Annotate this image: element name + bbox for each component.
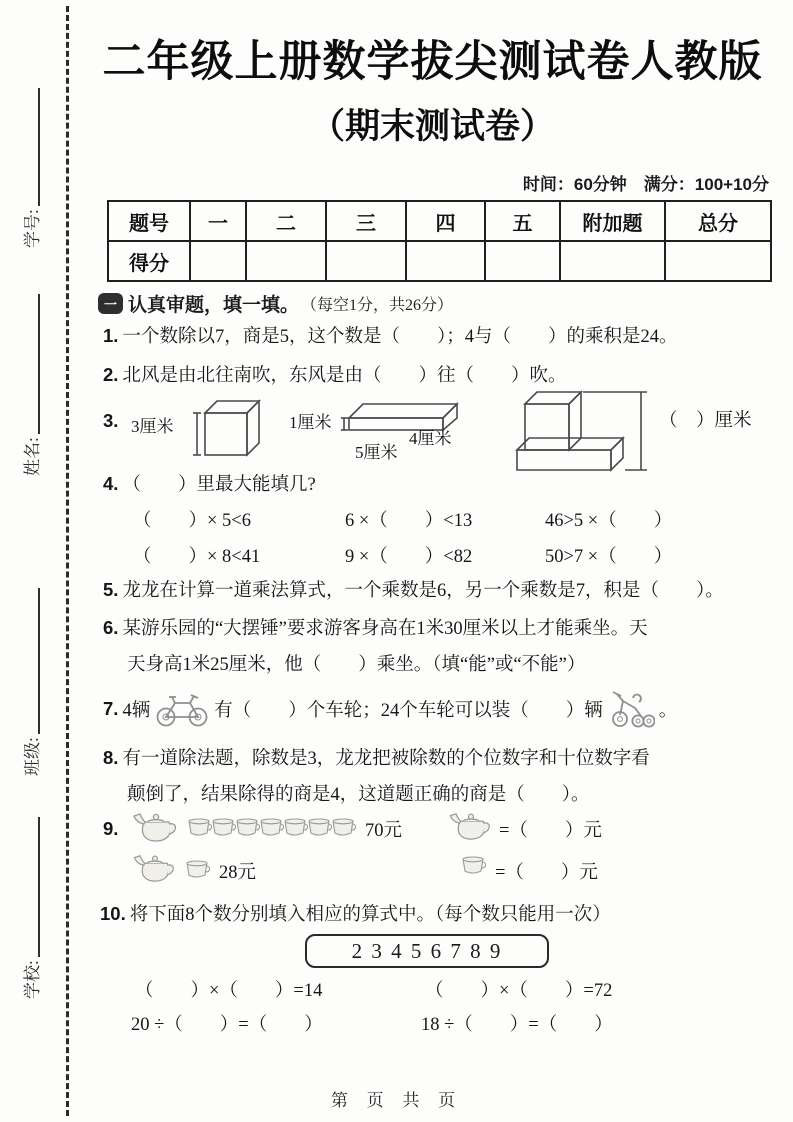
class-label: 班级:	[23, 737, 42, 776]
expression: 6 ×（ ）<13	[345, 511, 473, 531]
expression: （ ）× 8<41	[133, 547, 261, 567]
question-text: 一个数除以7，商是5，这个数是（ ）；4与（ ）的乘积是24。	[122, 327, 678, 347]
teapot-icon	[447, 810, 495, 841]
question-text: 颠倒了，结果除得的商是4，这道题正确的商是（ ）。	[127, 785, 590, 805]
score-cell-empty	[326, 241, 406, 281]
question-1	[103, 322, 677, 348]
question-text: 天身高1米25厘米，他（ ）乘坐。（填“能”或“不能”）	[127, 655, 586, 675]
cuboid-width-label: 4厘米	[409, 429, 452, 448]
school-blank	[38, 817, 40, 957]
question-3	[103, 388, 788, 470]
score-header-cell: 四	[406, 201, 485, 241]
score-cell-empty	[665, 241, 771, 281]
binding-dashed-line	[66, 6, 69, 1116]
score-table	[107, 200, 772, 282]
total-height-label: （ ）厘米	[659, 411, 752, 431]
question-text: （ ）里最大能填几?	[122, 475, 316, 495]
question-text: 某游乐园的“大摆锤”要求游客身高在1米30厘米以上才能乘坐。天	[122, 619, 648, 639]
cube-shape	[191, 392, 261, 462]
question-4	[103, 470, 316, 496]
school-label: 学校:	[23, 960, 42, 999]
cup-icon	[461, 856, 487, 877]
stacked-shapes	[515, 388, 651, 474]
equation: （ ）×（ ）=14	[135, 981, 323, 1001]
expression: （ ）× 5<6	[133, 511, 251, 531]
question-10	[100, 900, 611, 926]
section-points-note: （每空1分，共26分）	[301, 297, 454, 314]
score-cell-empty	[560, 241, 665, 281]
tricycle-icon	[607, 688, 655, 730]
student-id-label: 学号:	[23, 209, 42, 248]
question-5	[103, 576, 724, 602]
score-cell-empty	[485, 241, 560, 281]
question-9	[103, 808, 788, 892]
question-number: 1.	[103, 325, 119, 346]
question-6-line-1	[103, 614, 648, 640]
question-text: 将下面8个数分别填入相应的算式中。（每个数只能用一次）	[129, 905, 611, 925]
teapot-icon	[131, 810, 181, 843]
equation: 20 ÷（ ）=（ ）	[131, 1015, 323, 1035]
cube-dimension-label: 3厘米	[131, 417, 174, 436]
score-header-cell: 二	[246, 201, 326, 241]
question-6-line-2	[127, 650, 585, 676]
name-label: 姓名:	[23, 437, 42, 476]
score-cell-empty	[190, 241, 246, 281]
section-number-badge: 一	[98, 293, 123, 314]
equation: （ ）×（ ）=72	[425, 981, 613, 1001]
sidebar-field-name	[18, 294, 43, 476]
score-row-label: 得分	[108, 241, 190, 281]
question-text: 有一道除法题，除数是3，龙龙把被除数的个位数字和十位数字看	[122, 749, 650, 769]
time-score-info: 时间：60分钟 满分：100+10分	[522, 175, 769, 194]
question-text-part: 4辆	[122, 701, 151, 721]
teapot-icon	[131, 852, 179, 883]
cuboid-height-label: 1厘米	[289, 413, 332, 432]
question-8-line-1	[103, 744, 650, 770]
score-table-score-row	[108, 241, 771, 281]
score-header-cell: 附加题	[560, 201, 665, 241]
question-2	[103, 361, 566, 387]
score-header-cell: 五	[485, 201, 560, 241]
question-7	[103, 685, 677, 733]
sidebar-field-class	[18, 588, 43, 776]
question-number: 2.	[103, 364, 119, 385]
question-text: 北风是由北往南吹，东风是由（ ）往（ ）吹。	[122, 366, 567, 386]
question-number: 5.	[103, 579, 119, 600]
score-header-cell: 题号	[108, 201, 190, 241]
page-footer: 第 页 共 页	[330, 1091, 463, 1110]
equation: 18 ÷（ ）=（ ）	[421, 1015, 613, 1035]
score-cell-empty	[406, 241, 485, 281]
equation-blank: =（ ）元	[495, 863, 598, 883]
question-number: 7.	[103, 698, 119, 719]
question-number: 3.	[103, 410, 119, 431]
question-number: 8.	[103, 747, 119, 768]
score-table-header-row	[108, 201, 771, 241]
question-text-part: 。	[658, 701, 678, 721]
sidebar-field-student-id	[18, 88, 43, 248]
question-text-part: 有（ ）个车轮；24个车轮可以装（ ）辆	[214, 701, 603, 721]
page-title: 二年级上册数学拔尖测试卷人教版	[102, 38, 763, 86]
number-choices-box: 2 3 4 5 6 7 8 9	[305, 934, 549, 968]
price-label: 28元	[219, 863, 257, 883]
cup-icon	[185, 860, 211, 881]
expression: 50>7 ×（ ）	[545, 547, 673, 567]
question-number: 9.	[103, 818, 119, 839]
equation-blank: =（ ）元	[499, 821, 602, 841]
class-blank	[38, 588, 40, 734]
question-number: 6.	[103, 617, 119, 638]
page-subtitle: （期末测试卷）	[309, 107, 555, 146]
question-number: 4.	[103, 473, 119, 494]
sidebar-field-school	[18, 817, 43, 999]
question-8-line-2	[127, 780, 590, 806]
expression: 9 ×（ ）<82	[345, 547, 473, 567]
student-id-blank	[38, 88, 40, 206]
section-1-header	[98, 290, 453, 317]
question-text: 龙龙在计算一道乘法算式，一个乘数是6，另一个乘数是7，积是（ ）。	[122, 581, 724, 601]
score-cell-empty	[246, 241, 326, 281]
bicycle-icon	[154, 690, 210, 728]
cuboid-length-label: 5厘米	[355, 443, 398, 462]
name-blank	[38, 294, 40, 434]
expression: 46>5 ×（ ）	[545, 511, 673, 531]
question-number: 10.	[100, 903, 126, 924]
score-header-cell: 总分	[665, 201, 771, 241]
score-header-cell: 三	[326, 201, 406, 241]
cup-row-icons	[187, 818, 359, 840]
score-header-cell: 一	[190, 201, 246, 241]
section-title: 认真审题，填一填。	[128, 295, 300, 316]
price-label: 70元	[365, 821, 403, 841]
